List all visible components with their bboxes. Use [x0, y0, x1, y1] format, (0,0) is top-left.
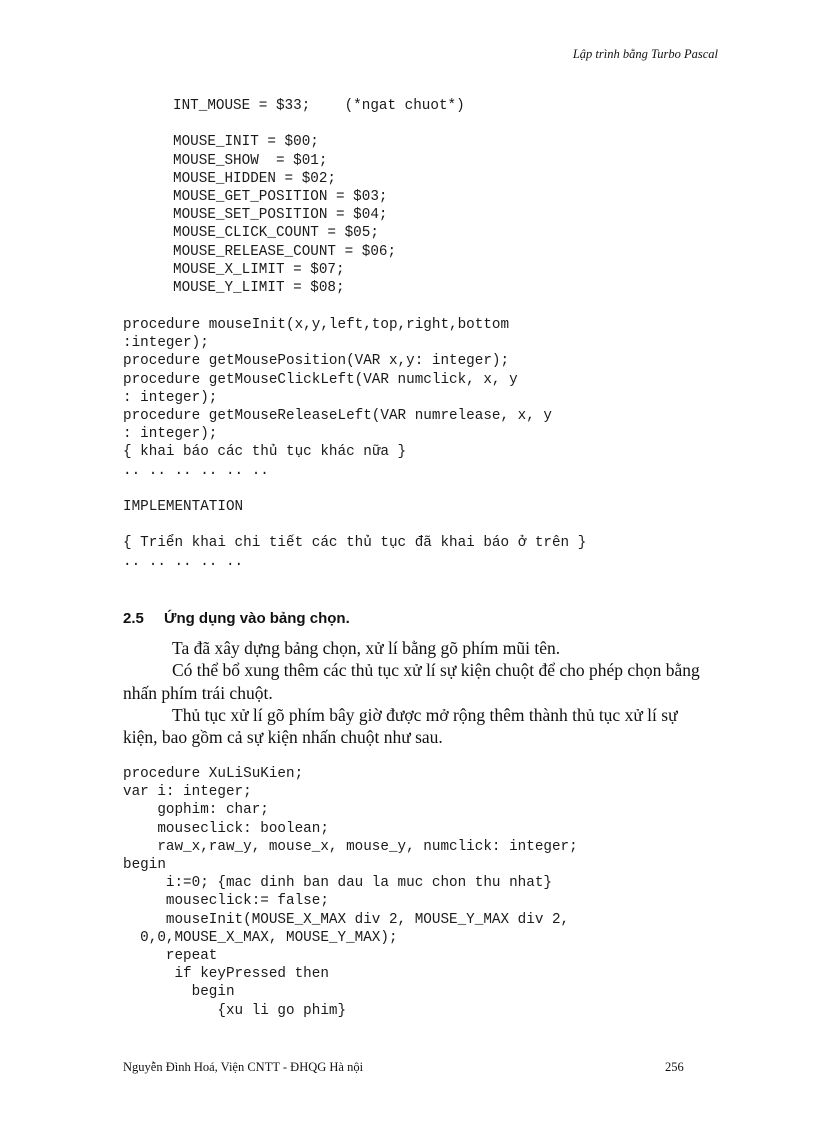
section-number: 2.5: [123, 610, 144, 627]
paragraph: Có thể bổ xung thêm các thủ tục xử lí sự kiện chuột để cho phép chọn bằng nhấn phím trái chuột.: [123, 660, 700, 703]
paragraph: Thủ tục xử lí gõ phím bây giờ được mở rộng thêm thành thủ tục xử lí sự kiện, bao gồm cả sự kiện nhấn chuột như sau.: [123, 704, 678, 748]
code-block-interface: procedure mouseInit(x,y,left,top,right,bottom :integer); procedure getMousePosition(VAR x,y: integer); procedure getMouseClickLeft(VAR numclick, x, y : integer); procedure getMouseReleaseLeft(VAR numrelease, x, y : integer); { khai báo các thủ tục khác nữa } .. .. .. .. .. .. IMPLEMENTATION { Triển khai chi tiết các thủ tục đã khai báo ở trên } .. .. .. .. ..: [123, 317, 587, 570]
section-heading: [123, 610, 350, 627]
running-header: Lập trình bằng Turbo Pascal: [572, 47, 718, 61]
code-block-constants: INT_MOUSE = $33; (*ngat chuot*) MOUSE_INIT = $00; MOUSE_SHOW = $01; MOUSE_HIDDEN = $02; MOUSE_GET_POSITION = $03; MOUSE_SET_POSITION = $04; MOUSE_CLICK_COUNT = $05; MOUSE_RELEASE_COUNT = $06; MOUSE_X_LIMIT = $07; MOUSE_Y_LIMIT = $08;: [173, 98, 465, 297]
code-block-xulisukien: procedure XuLiSuKien; var i: integer; gophim: char; mouseclick: boolean; raw_x,raw_y, mouse_x, mouse_y, numclick: integer; begin i:=0; {mac dinh ban dau la muc chon thu nhat} mouseclick:= false; mouseInit(MOUSE_X_MAX div 2, MOUSE_Y_MAX div 2, 0,0,MOUSE_X_MAX, MOUSE_Y_MAX); repeat if keyPressed then begin {xu li go phim}: [123, 766, 578, 1019]
section-body: [123, 637, 713, 748]
footer-author: Nguyễn Đình Hoá, Viện CNTT - ĐHQG Hà nội: [123, 1060, 364, 1074]
section-title: Ứng dụng vào bảng chọn.: [164, 610, 350, 627]
paragraph: Ta đã xây dựng bảng chọn, xử lí bằng gõ phím mũi tên.: [172, 638, 561, 658]
page-number: 256: [665, 1060, 684, 1074]
